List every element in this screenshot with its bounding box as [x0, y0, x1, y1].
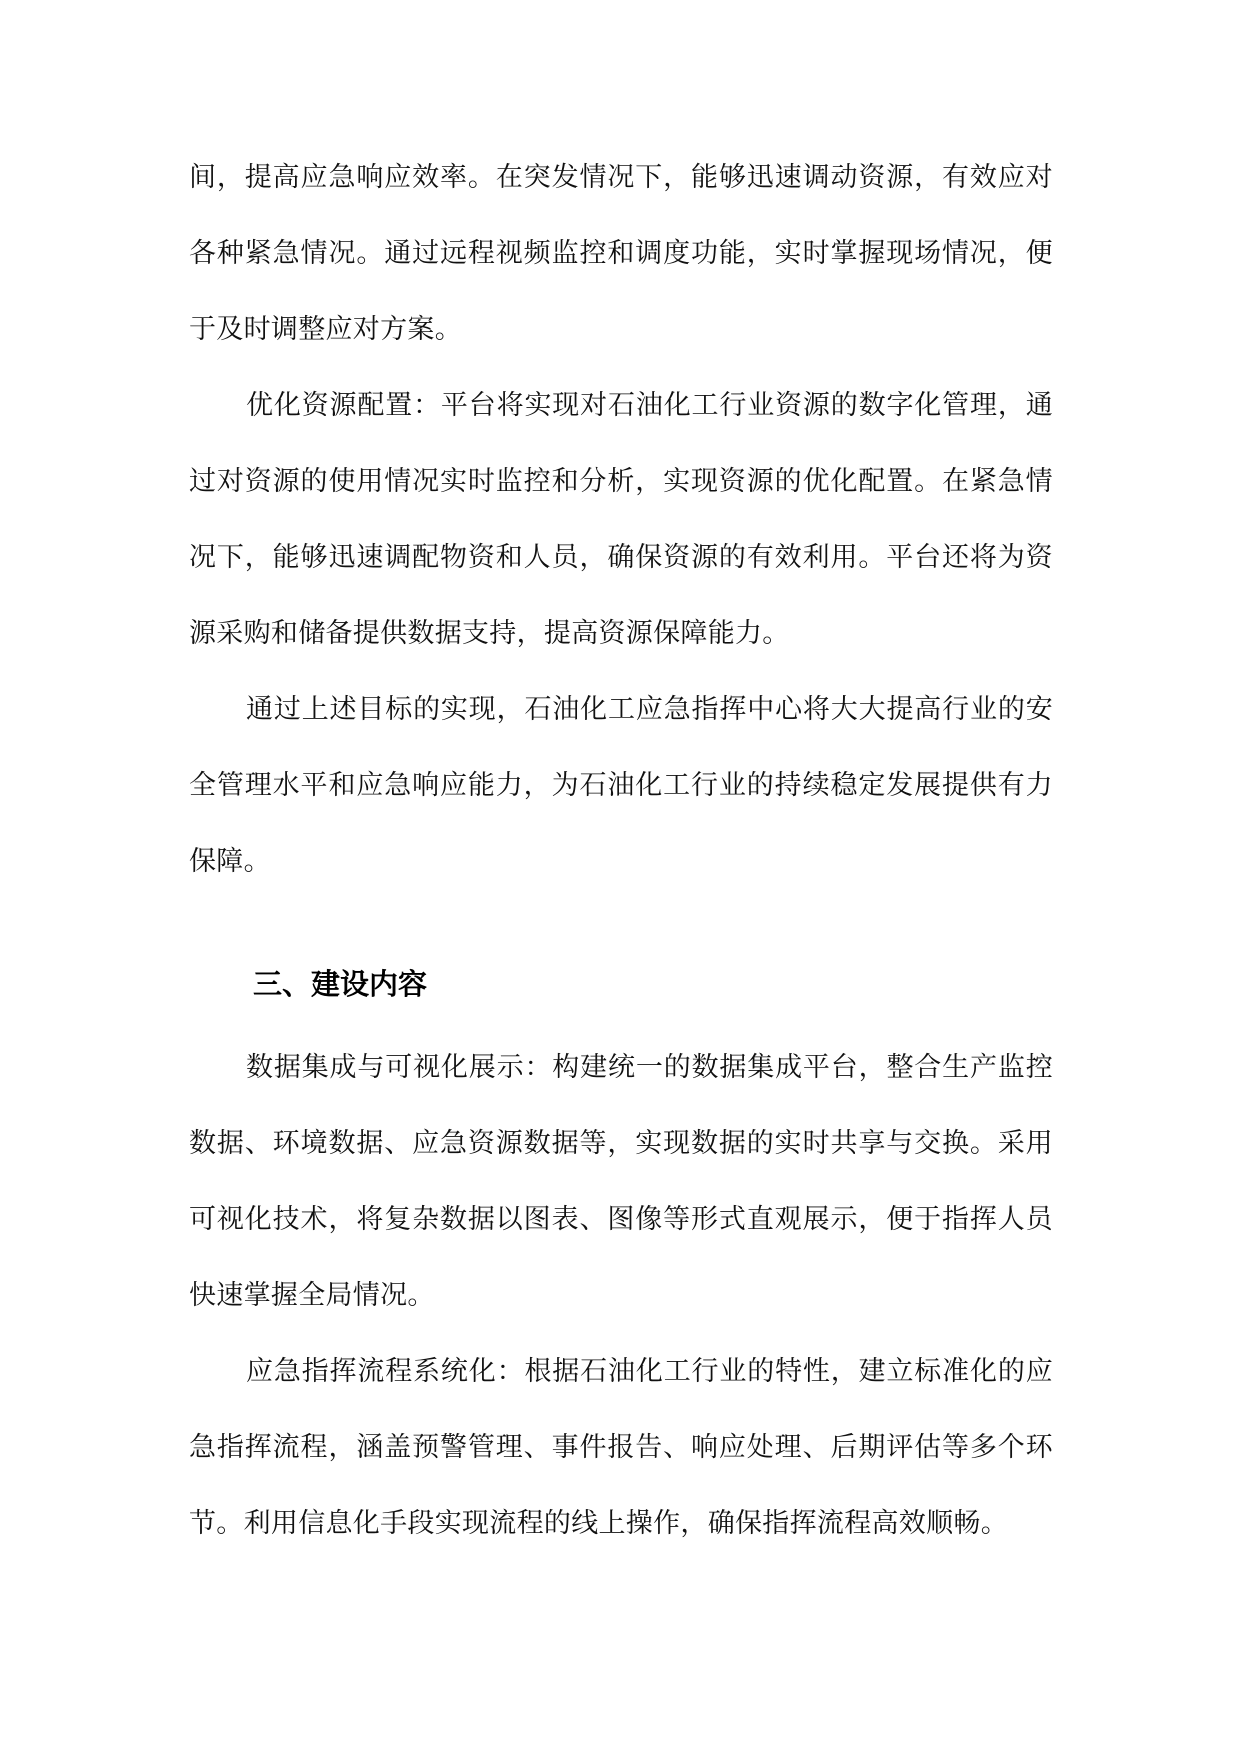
document-body — [189, 140, 1053, 1562]
paragraph-optimize-resources: 优化资源配置：平台将实现对石油化工行业资源的数字化管理，通过对资源的使用情况实时监控和分析，实现资源的优化配置。在紧急情况下，能够迅速调配物资和人员，确保资源的有效利用。平台还将为资源采购和储备提供数据支持，提高资源保障能力。 — [189, 390, 1053, 649]
continued-paragraph: 间，提高应急响应效率。在突发情况下，能够迅速调动资源，有效应对各种紧急情况。通过远程视频监控和调度功能，实时掌握现场情况，便于及时调整应对方案。 — [189, 162, 1053, 345]
paragraph-summary: 通过上述目标的实现，石油化工应急指挥中心将大大提高行业的安全管理水平和应急响应能力，为石油化工行业的持续稳定发展提供有力保障。 — [189, 694, 1053, 877]
section-heading: 三、建设内容 — [253, 967, 428, 1001]
paragraph-data-integration: 数据集成与可视化展示：构建统一的数据集成平台，整合生产监控数据、环境数据、应急资源数据等，实现数据的实时共享与交换。采用可视化技术，将复杂数据以图表、图像等形式直观展示，便于指挥人员快速掌握全局情况。 — [189, 1052, 1053, 1311]
paragraph-command-process: 应急指挥流程系统化：根据石油化工行业的特性，建立标准化的应急指挥流程，涵盖预警管理、事件报告、响应处理、后期评估等多个环节。利用信息化手段实现流程的线上操作，确保指挥流程高效顺畅。 — [189, 1356, 1053, 1539]
